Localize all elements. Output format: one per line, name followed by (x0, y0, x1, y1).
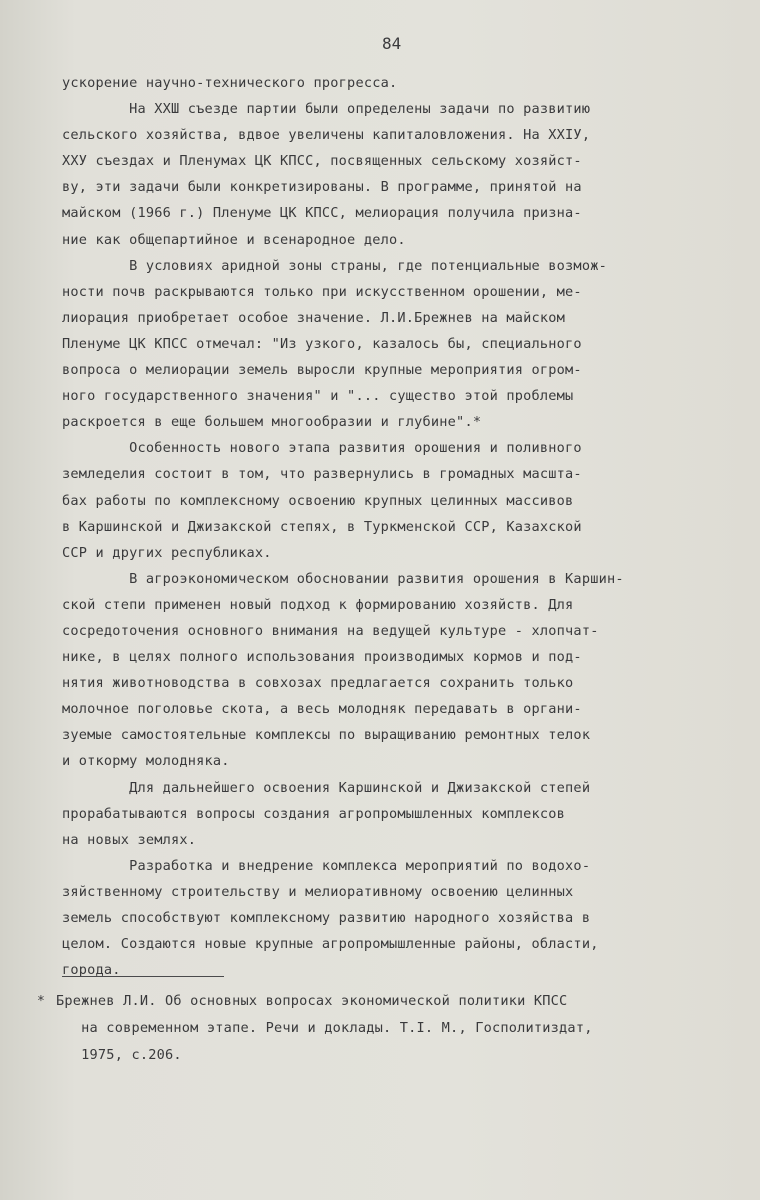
main-text (62, 70, 742, 983)
text-line: земледелия состоит в том, что развернулись в громадных масшта- (62, 466, 582, 483)
text-line: в Каршинской и Джизакской степях, в Туркменской ССР, Казахской (62, 518, 582, 535)
text-line: бах работы по комплексному освоению крупных целинных массивов (62, 492, 574, 509)
text-line: ности почв раскрываются только при искусственном орошении, ме- (62, 283, 582, 300)
text-line: зяйственному строительству и мелиоративному освоению целинных (62, 883, 574, 900)
text-line: ние как общепартийное и всенародное дело. (62, 231, 406, 248)
text-line: В агроэкономическом обосновании развития орошения в Каршин- (62, 570, 624, 587)
footnote-line: Брежнев Л.И. Об основных вопросах экономической политики КПСС (56, 993, 568, 1009)
text-line: земель способствуют комплексному развитию народного хозяйства в (62, 910, 591, 926)
text-line: прорабатываются вопросы создания агропромышленных комплексов (62, 805, 566, 822)
text-line: На ХХШ съезде партии были определены задачи по развитию (62, 101, 591, 118)
text-line: сосредоточения основного внимания на ведущей культуре - хлопчат- (62, 622, 599, 639)
text-line: города. (62, 962, 121, 979)
text-line: ской степи применен новый подход к формированию хозяйств. Для (62, 596, 574, 613)
footnote (56, 988, 746, 1069)
footnote-line: 1975, с.206. (56, 1047, 182, 1063)
text-line: ССР и других республиках. (62, 544, 272, 561)
page-number: 84 (382, 34, 402, 53)
text-line: лиорация приобретает особое значение. Л.И.Брежнев на майском (62, 309, 566, 326)
text-line: Пленуме ЦК КПСС отмечал: "Из узкого, казалось бы, специального (62, 335, 582, 352)
text-line: ХХУ съездах и Пленумах ЦК КПСС, посвященных сельскому хозяйст- (62, 153, 582, 170)
text-line: и откорму молодняка. (62, 753, 230, 770)
footnote-mark: * (37, 994, 45, 1009)
text-line: молочное поголовье скота, а весь молодняк передавать в органи- (62, 701, 582, 718)
text-line: нике, в целях полного использования производимых кормов и под- (62, 649, 582, 666)
text-line: вопроса о мелиорации земель выросли крупные мероприятия огром- (62, 362, 582, 379)
text-line: Особенность нового этапа развития орошения и поливного (62, 440, 582, 457)
text-line: ного государственного значения" и "... существо этой проблемы (62, 388, 574, 405)
text-line: раскроется в еще большем многообразии и глубине".* (62, 414, 482, 431)
text-line: В условиях аридной зоны страны, где потенциальные возмож- (62, 257, 607, 274)
text-line: на новых землях. (62, 831, 197, 848)
footnote-separator (62, 976, 224, 977)
text-line: нятия животноводства в совхозах предлагается сохранить только (62, 675, 574, 692)
text-line: ускорение научно-технического прогресса. (62, 75, 398, 91)
text-line: майском (1966 г.) Пленуме ЦК КПСС, мелиорация получила призна- (62, 205, 582, 222)
text-line: сельского хозяйства, вдвое увеличены капиталовложения. На ХХIУ, (62, 127, 591, 144)
text-line: целом. Создаются новые крупные агропромышленные районы, области, (62, 936, 599, 953)
footnote-line: на современном этапе. Речи и доклады. Т.I. М., Госполитиздат, (56, 1020, 593, 1036)
text-line: ву, эти задачи были конкретизированы. В программе, принятой на (62, 179, 582, 196)
text-line: зуемые самостоятельные комплексы по выращиванию ремонтных телок (62, 727, 591, 744)
text-line: Для дальнейшего освоения Каршинской и Джизакской степей (62, 779, 591, 796)
text-line: Разработка и внедрение комплекса мероприятий по водохо- (62, 857, 591, 874)
